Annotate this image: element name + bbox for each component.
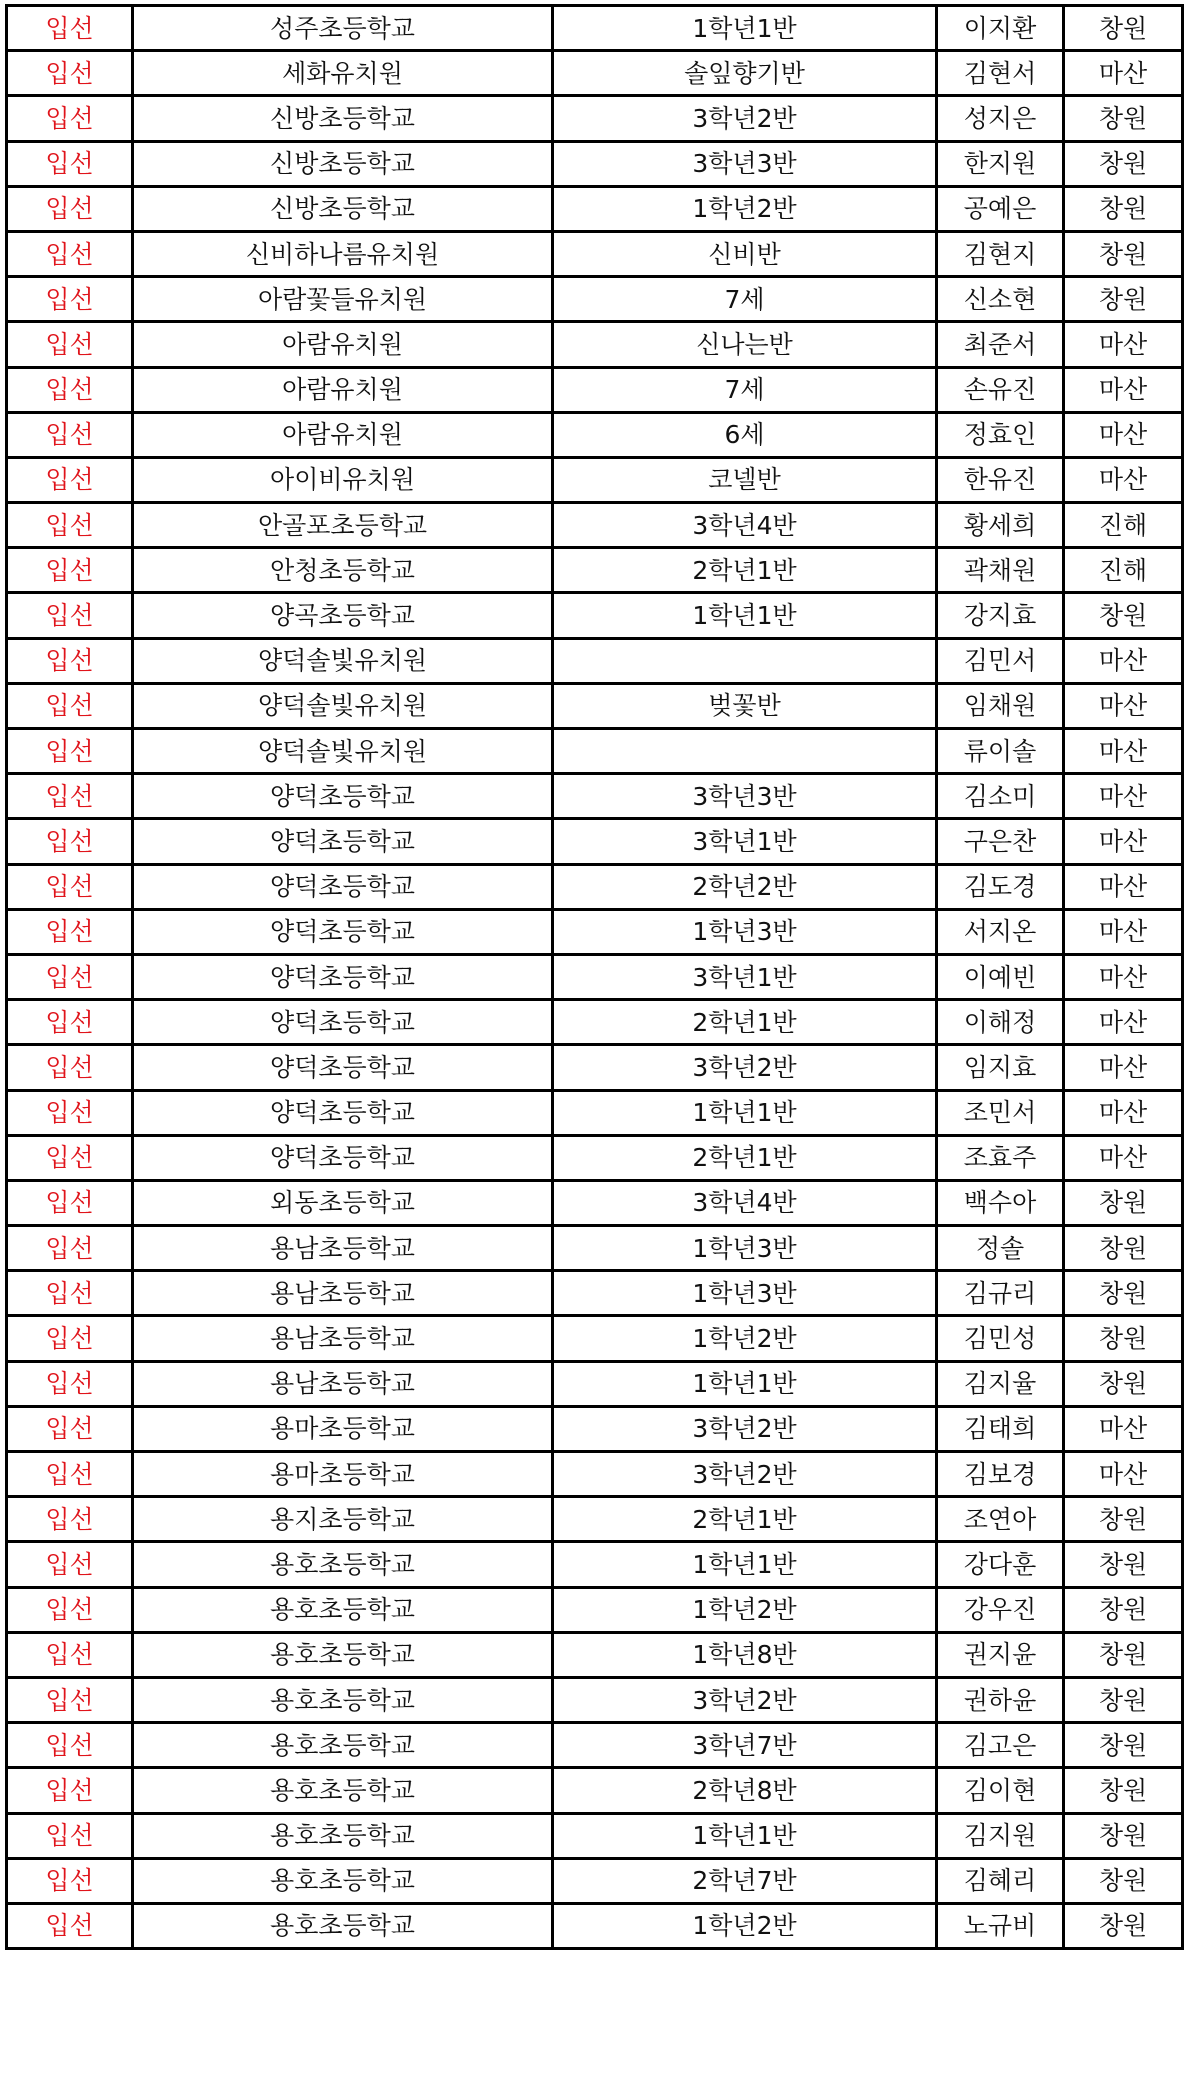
class-cell: 신비반	[553, 231, 937, 276]
class-cell: 2학년2반	[553, 864, 937, 909]
table-row	[7, 96, 1183, 141]
award-cell: 입선	[7, 1135, 133, 1180]
school-cell: 아람유치원	[133, 322, 553, 367]
region-cell: 창원	[1064, 277, 1183, 322]
class-cell: 2학년7반	[553, 1858, 937, 1903]
student-name-cell: 김혜리	[937, 1858, 1064, 1903]
school-cell: 양덕초등학교	[133, 1135, 553, 1180]
class-cell: 2학년1반	[553, 1497, 937, 1542]
award-cell: 입선	[7, 774, 133, 819]
student-name-cell: 김규리	[937, 1271, 1064, 1316]
award-cell: 입선	[7, 6, 133, 51]
school-cell: 용호초등학교	[133, 1768, 553, 1813]
table-row	[7, 638, 1183, 683]
class-cell: 솔잎향기반	[553, 51, 937, 96]
award-cell: 입선	[7, 186, 133, 231]
table-row	[7, 141, 1183, 186]
award-cell: 입선	[7, 1271, 133, 1316]
school-cell: 용호초등학교	[133, 1858, 553, 1903]
class-cell: 3학년3반	[553, 774, 937, 819]
table-row	[7, 186, 1183, 231]
student-name-cell: 이해정	[937, 1000, 1064, 1045]
award-cell: 입선	[7, 1090, 133, 1135]
class-cell: 2학년8반	[553, 1768, 937, 1813]
student-name-cell: 임지효	[937, 1045, 1064, 1090]
class-cell: 3학년2반	[553, 1045, 937, 1090]
table-row	[7, 819, 1183, 864]
award-cell: 입선	[7, 909, 133, 954]
student-name-cell: 이지환	[937, 6, 1064, 51]
school-cell: 양덕초등학교	[133, 774, 553, 819]
award-cell: 입선	[7, 1452, 133, 1497]
award-cell: 입선	[7, 1361, 133, 1406]
award-cell: 입선	[7, 1226, 133, 1271]
school-cell: 용남초등학교	[133, 1271, 553, 1316]
table-row	[7, 1632, 1183, 1677]
award-cell: 입선	[7, 1813, 133, 1858]
class-cell: 1학년1반	[553, 593, 937, 638]
table-row	[7, 1542, 1183, 1587]
award-cell: 입선	[7, 141, 133, 186]
table-row	[7, 51, 1183, 96]
award-cell: 입선	[7, 1858, 133, 1903]
student-name-cell: 권지윤	[937, 1632, 1064, 1677]
student-name-cell: 강다훈	[937, 1542, 1064, 1587]
award-cell: 입선	[7, 1723, 133, 1768]
class-cell: 1학년2반	[553, 1903, 937, 1948]
class-cell: 6세	[553, 412, 937, 457]
award-cell: 입선	[7, 503, 133, 548]
table-row	[7, 277, 1183, 322]
school-cell: 양덕초등학교	[133, 864, 553, 909]
student-name-cell: 강지효	[937, 593, 1064, 638]
table-row	[7, 1180, 1183, 1225]
region-cell: 마산	[1064, 1045, 1183, 1090]
region-cell: 창원	[1064, 1632, 1183, 1677]
region-cell: 창원	[1064, 6, 1183, 51]
class-cell: 3학년1반	[553, 819, 937, 864]
school-cell: 용남초등학교	[133, 1361, 553, 1406]
region-cell: 창원	[1064, 1723, 1183, 1768]
class-cell: 코넬반	[553, 457, 937, 502]
school-cell: 양덕초등학교	[133, 909, 553, 954]
class-cell: 3학년2반	[553, 96, 937, 141]
school-cell: 용남초등학교	[133, 1316, 553, 1361]
student-name-cell: 한유진	[937, 457, 1064, 502]
student-name-cell: 권하윤	[937, 1677, 1064, 1722]
award-cell: 입선	[7, 367, 133, 412]
table-row	[7, 1045, 1183, 1090]
class-cell: 3학년3반	[553, 141, 937, 186]
student-name-cell: 임채원	[937, 683, 1064, 728]
award-cell: 입선	[7, 819, 133, 864]
region-cell: 마산	[1064, 51, 1183, 96]
student-name-cell: 서지온	[937, 909, 1064, 954]
school-cell: 용마초등학교	[133, 1452, 553, 1497]
region-cell: 창원	[1064, 1813, 1183, 1858]
table-row	[7, 909, 1183, 954]
table-row	[7, 1677, 1183, 1722]
award-cell: 입선	[7, 638, 133, 683]
table-row	[7, 1497, 1183, 1542]
region-cell: 진해	[1064, 503, 1183, 548]
school-cell: 용호초등학교	[133, 1632, 553, 1677]
class-cell: 3학년4반	[553, 1180, 937, 1225]
award-cell: 입선	[7, 729, 133, 774]
region-cell: 창원	[1064, 1858, 1183, 1903]
school-cell: 아람유치원	[133, 412, 553, 457]
table-row	[7, 1813, 1183, 1858]
region-cell: 창원	[1064, 1271, 1183, 1316]
class-cell: 1학년1반	[553, 1361, 937, 1406]
award-cell: 입선	[7, 412, 133, 457]
student-name-cell: 정효인	[937, 412, 1064, 457]
award-cell: 입선	[7, 1180, 133, 1225]
region-cell: 창원	[1064, 1180, 1183, 1225]
school-cell: 용호초등학교	[133, 1813, 553, 1858]
class-cell: 3학년2반	[553, 1452, 937, 1497]
class-cell: 1학년1반	[553, 1542, 937, 1587]
award-cell: 입선	[7, 322, 133, 367]
region-cell: 창원	[1064, 1768, 1183, 1813]
region-cell: 마산	[1064, 909, 1183, 954]
table-row	[7, 593, 1183, 638]
student-name-cell: 김고은	[937, 1723, 1064, 1768]
table-row	[7, 457, 1183, 502]
region-cell: 마산	[1064, 638, 1183, 683]
student-name-cell: 김지율	[937, 1361, 1064, 1406]
school-cell: 용호초등학교	[133, 1903, 553, 1948]
award-cell: 입선	[7, 277, 133, 322]
class-cell: 2학년1반	[553, 548, 937, 593]
school-cell: 용호초등학교	[133, 1723, 553, 1768]
school-cell: 성주초등학교	[133, 6, 553, 51]
school-cell: 용호초등학교	[133, 1542, 553, 1587]
class-cell: 1학년1반	[553, 6, 937, 51]
award-cell: 입선	[7, 1632, 133, 1677]
region-cell: 마산	[1064, 1452, 1183, 1497]
school-cell: 안청초등학교	[133, 548, 553, 593]
student-name-cell: 김보경	[937, 1452, 1064, 1497]
class-cell	[553, 729, 937, 774]
region-cell: 창원	[1064, 593, 1183, 638]
table-row	[7, 1723, 1183, 1768]
region-cell: 창원	[1064, 1677, 1183, 1722]
region-cell: 마산	[1064, 457, 1183, 502]
award-cell: 입선	[7, 96, 133, 141]
class-cell: 7세	[553, 367, 937, 412]
region-cell: 마산	[1064, 1090, 1183, 1135]
table-row	[7, 1452, 1183, 1497]
class-cell: 1학년3반	[553, 1226, 937, 1271]
class-cell: 2학년1반	[553, 1135, 937, 1180]
region-cell: 마산	[1064, 1135, 1183, 1180]
student-name-cell: 김민서	[937, 638, 1064, 683]
region-cell: 창원	[1064, 96, 1183, 141]
school-cell: 세화유치원	[133, 51, 553, 96]
region-cell: 창원	[1064, 186, 1183, 231]
table-row	[7, 1587, 1183, 1632]
school-cell: 용호초등학교	[133, 1677, 553, 1722]
region-cell: 마산	[1064, 367, 1183, 412]
table-row	[7, 1361, 1183, 1406]
award-cell: 입선	[7, 1903, 133, 1948]
table-row	[7, 1316, 1183, 1361]
student-name-cell: 구은찬	[937, 819, 1064, 864]
region-cell: 마산	[1064, 864, 1183, 909]
table-row	[7, 1903, 1183, 1948]
student-name-cell: 김현서	[937, 51, 1064, 96]
table-row	[7, 548, 1183, 593]
school-cell: 외동초등학교	[133, 1180, 553, 1225]
student-name-cell: 손유진	[937, 367, 1064, 412]
award-cell: 입선	[7, 1045, 133, 1090]
region-cell: 창원	[1064, 1316, 1183, 1361]
school-cell: 양덕솔빛유치원	[133, 638, 553, 683]
student-name-cell: 한지원	[937, 141, 1064, 186]
table-row	[7, 774, 1183, 819]
award-cell: 입선	[7, 683, 133, 728]
table-row	[7, 322, 1183, 367]
award-cell: 입선	[7, 1000, 133, 1045]
award-cell: 입선	[7, 1316, 133, 1361]
region-cell: 마산	[1064, 819, 1183, 864]
student-name-cell: 류이솔	[937, 729, 1064, 774]
table-row	[7, 1858, 1183, 1903]
region-cell: 마산	[1064, 1000, 1183, 1045]
region-cell: 창원	[1064, 231, 1183, 276]
region-cell: 창원	[1064, 1361, 1183, 1406]
school-cell: 안골포초등학교	[133, 503, 553, 548]
student-name-cell: 김태희	[937, 1406, 1064, 1451]
award-cell: 입선	[7, 1497, 133, 1542]
student-name-cell: 신소현	[937, 277, 1064, 322]
region-cell: 마산	[1064, 1406, 1183, 1451]
school-cell: 신방초등학교	[133, 186, 553, 231]
student-name-cell: 백수아	[937, 1180, 1064, 1225]
table-row	[7, 367, 1183, 412]
student-name-cell: 노규비	[937, 1903, 1064, 1948]
region-cell: 마산	[1064, 774, 1183, 819]
school-cell: 용남초등학교	[133, 1226, 553, 1271]
student-name-cell: 강우진	[937, 1587, 1064, 1632]
award-cell: 입선	[7, 1677, 133, 1722]
class-cell: 1학년3반	[553, 909, 937, 954]
class-cell: 3학년2반	[553, 1677, 937, 1722]
student-name-cell: 곽채원	[937, 548, 1064, 593]
award-cell: 입선	[7, 593, 133, 638]
table-row	[7, 683, 1183, 728]
award-cell: 입선	[7, 1768, 133, 1813]
student-name-cell: 조연아	[937, 1497, 1064, 1542]
award-cell: 입선	[7, 1542, 133, 1587]
region-cell: 마산	[1064, 412, 1183, 457]
award-cell: 입선	[7, 548, 133, 593]
school-cell: 신방초등학교	[133, 141, 553, 186]
school-cell: 아이비유치원	[133, 457, 553, 502]
region-cell: 마산	[1064, 729, 1183, 774]
class-cell: 1학년1반	[553, 1813, 937, 1858]
school-cell: 양덕초등학교	[133, 1090, 553, 1135]
class-cell: 1학년1반	[553, 1090, 937, 1135]
school-cell: 신비하나름유치원	[133, 231, 553, 276]
award-cell: 입선	[7, 1587, 133, 1632]
student-name-cell: 김이현	[937, 1768, 1064, 1813]
student-name-cell: 이예빈	[937, 954, 1064, 999]
region-cell: 창원	[1064, 1226, 1183, 1271]
table-row	[7, 1135, 1183, 1180]
student-name-cell: 김현지	[937, 231, 1064, 276]
region-cell: 마산	[1064, 683, 1183, 728]
student-name-cell: 조민서	[937, 1090, 1064, 1135]
region-cell: 창원	[1064, 1542, 1183, 1587]
region-cell: 창원	[1064, 1497, 1183, 1542]
class-cell: 3학년1반	[553, 954, 937, 999]
class-cell: 1학년3반	[553, 1271, 937, 1316]
class-cell: 1학년8반	[553, 1632, 937, 1677]
school-cell: 아람유치원	[133, 367, 553, 412]
region-cell: 진해	[1064, 548, 1183, 593]
student-name-cell: 황세희	[937, 503, 1064, 548]
region-cell: 마산	[1064, 954, 1183, 999]
table-row	[7, 1271, 1183, 1316]
table-row	[7, 1000, 1183, 1045]
award-cell: 입선	[7, 231, 133, 276]
school-cell: 아람꽃들유치원	[133, 277, 553, 322]
school-cell: 양곡초등학교	[133, 593, 553, 638]
school-cell: 양덕솔빛유치원	[133, 729, 553, 774]
student-name-cell: 정솔	[937, 1226, 1064, 1271]
table-row	[7, 729, 1183, 774]
class-cell	[553, 638, 937, 683]
award-cell: 입선	[7, 954, 133, 999]
school-cell: 신방초등학교	[133, 96, 553, 141]
class-cell: 3학년7반	[553, 1723, 937, 1768]
school-cell: 용호초등학교	[133, 1587, 553, 1632]
table-row	[7, 1226, 1183, 1271]
student-name-cell: 공예은	[937, 186, 1064, 231]
student-name-cell: 김지원	[937, 1813, 1064, 1858]
award-cell: 입선	[7, 457, 133, 502]
school-cell: 용지초등학교	[133, 1497, 553, 1542]
class-cell: 신나는반	[553, 322, 937, 367]
class-cell: 1학년2반	[553, 186, 937, 231]
class-cell: 1학년2반	[553, 1316, 937, 1361]
table-row	[7, 1768, 1183, 1813]
class-cell: 7세	[553, 277, 937, 322]
region-cell: 창원	[1064, 1587, 1183, 1632]
student-name-cell: 조효주	[937, 1135, 1064, 1180]
table-row	[7, 1406, 1183, 1451]
table-body	[7, 6, 1183, 1949]
school-cell: 양덕초등학교	[133, 1000, 553, 1045]
table-row	[7, 503, 1183, 548]
student-name-cell: 성지은	[937, 96, 1064, 141]
results-sheet	[5, 4, 1181, 1950]
school-cell: 양덕초등학교	[133, 954, 553, 999]
award-cell: 입선	[7, 864, 133, 909]
class-cell: 2학년1반	[553, 1000, 937, 1045]
student-name-cell: 김소미	[937, 774, 1064, 819]
student-name-cell: 김민성	[937, 1316, 1064, 1361]
table-row	[7, 6, 1183, 51]
region-cell: 마산	[1064, 322, 1183, 367]
class-cell: 3학년2반	[553, 1406, 937, 1451]
table-row	[7, 412, 1183, 457]
award-cell: 입선	[7, 51, 133, 96]
student-name-cell: 김도경	[937, 864, 1064, 909]
class-cell: 1학년2반	[553, 1587, 937, 1632]
region-cell: 창원	[1064, 1903, 1183, 1948]
school-cell: 양덕솔빛유치원	[133, 683, 553, 728]
school-cell: 양덕초등학교	[133, 819, 553, 864]
table-row	[7, 231, 1183, 276]
table-row	[7, 954, 1183, 999]
table-row	[7, 1090, 1183, 1135]
award-cell: 입선	[7, 1406, 133, 1451]
school-cell: 양덕초등학교	[133, 1045, 553, 1090]
class-cell: 3학년4반	[553, 503, 937, 548]
student-name-cell: 최준서	[937, 322, 1064, 367]
school-cell: 용마초등학교	[133, 1406, 553, 1451]
class-cell: 벚꽃반	[553, 683, 937, 728]
table-row	[7, 864, 1183, 909]
region-cell: 창원	[1064, 141, 1183, 186]
award-results-table	[5, 4, 1184, 1950]
